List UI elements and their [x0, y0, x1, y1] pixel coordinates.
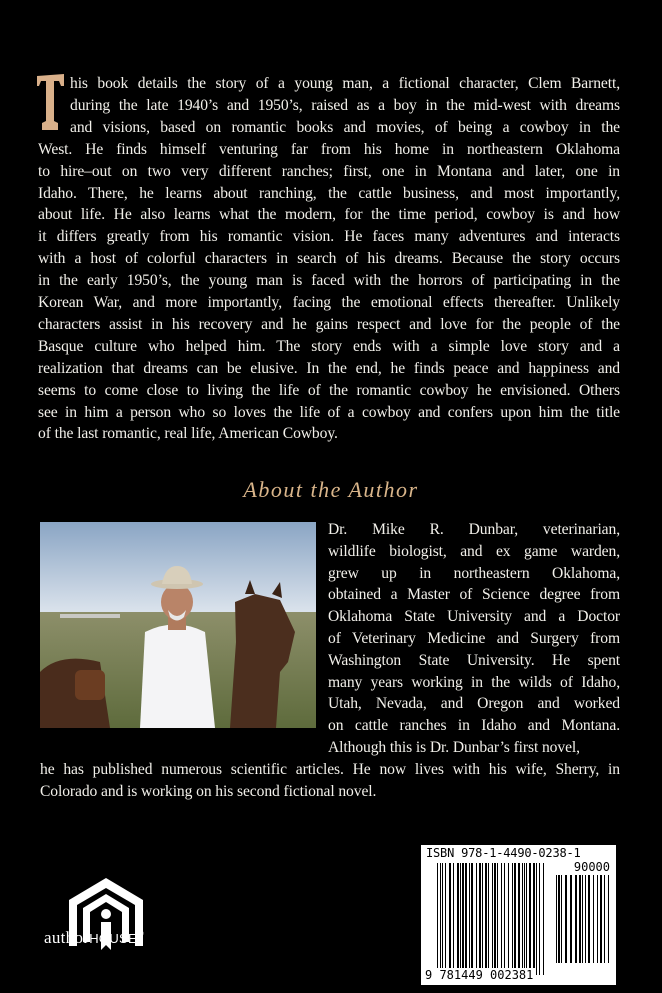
barcode-bar: [533, 863, 535, 975]
addon-bar: [604, 875, 605, 963]
barcode-bar: [494, 863, 496, 975]
bio-line: Colorado and is working on his second fictional novel.: [40, 782, 377, 800]
description-line: seems to come close to living the life of the romantic cowboy he envisioned. Others: [38, 381, 620, 399]
barcode-bar: [529, 863, 531, 975]
addon-bar: [608, 875, 609, 963]
price-code: 90000: [573, 860, 610, 874]
description-line: about life. He also learns what the modern, for the time period, cowboy is and how: [38, 206, 620, 224]
addon-bar: [561, 875, 562, 963]
barcode-bar: [492, 863, 493, 975]
barcode-bar: [465, 863, 467, 975]
barcode-bar: [453, 863, 454, 975]
barcode-bar: [437, 863, 438, 975]
publisher-name-part2: HOUSE: [89, 931, 137, 946]
description-line: it differs greatly from his romantic vision. He faces many adventures and interacts: [38, 228, 620, 246]
barcode-bar: [514, 863, 516, 975]
barcode-bar: [518, 863, 520, 975]
bio-line: Utah, Nevada, and Oregon and worked: [328, 695, 620, 713]
bio-line: he has published numerous scientific articles. He now lives with his wife, Sherry, in: [40, 760, 620, 778]
addon-bar: [600, 875, 602, 963]
barcode-bar: [445, 863, 446, 975]
registered-mark: ®: [136, 928, 145, 939]
publisher-name: [44, 928, 144, 948]
barcode-bar: [457, 863, 459, 975]
description-line: and visions, based on romantic books and movies, of being a cowboy in the: [70, 118, 620, 136]
barcode-bar: [504, 863, 505, 975]
addon-bar: [582, 875, 583, 963]
addon-bar: [597, 875, 598, 963]
barcode-bar: [526, 863, 527, 975]
barcode-bar: [460, 863, 461, 975]
barcode-bars: [421, 845, 616, 985]
barcode-bar: [512, 863, 513, 975]
addon-bar: [570, 875, 572, 963]
description-line: his book details the story of a young man, a fictional character, Clem Barnett,: [70, 75, 620, 92]
bio-line: obtained a Master of Science degree from: [328, 586, 620, 604]
description-line: West. He finds himself venturing far from his home in northeastern Oklahoma: [38, 140, 620, 158]
description-line: of the last romantic, real life, American Cowboy.: [38, 425, 338, 443]
isbn-label: ISBN 978-1-4490-0238-1: [426, 846, 581, 860]
barcode-bar: [482, 863, 483, 975]
barcode-bar: [539, 863, 540, 975]
description-line: with a host of colorful characters in search of his dreams. Because the story occurs: [38, 250, 620, 268]
description-line: Basque culture who helped him. The story ends with a simple love story and a: [38, 337, 620, 355]
barcode-bar: [479, 863, 481, 975]
description-line: Idaho. There, he learns about ranching, the cattle business, and most importantly,: [38, 184, 620, 202]
bio-line: wildlife biologist, and ex game warden,: [328, 542, 620, 560]
bio-line: Washington State University. He spent: [328, 651, 620, 669]
addon-bar: [565, 875, 567, 963]
barcode-bar: [497, 863, 498, 975]
bio-line: Oklahoma State University and a Doctor: [328, 608, 620, 626]
description-line: characters assist in his recovery and he gains respect and love for the people of the: [38, 315, 620, 333]
description-line: in the early 1950’s, the young man is faced with the horrors of participating in the: [38, 272, 620, 290]
addon-bar: [588, 875, 590, 963]
barcode-bar: [488, 863, 489, 975]
barcode-bar: [471, 863, 473, 975]
bio-line: many years working in the wilds of Idaho,: [328, 673, 620, 691]
barcode-bar: [476, 863, 477, 975]
description-line: to hire–out on two very different ranches; first, one in Montana and later, one in: [38, 162, 620, 180]
publisher-name-part1: author: [44, 928, 90, 947]
description-line: during the late 1940’s and 1950’s, raised as a boy in the mid-west with dreams: [70, 96, 620, 114]
ean-digits: 9 781449 002381: [425, 968, 534, 982]
bio-line: Although this is Dr. Dunbar’s first novel,: [328, 739, 580, 756]
barcode-bar: [524, 863, 525, 975]
barcode-bar: [536, 863, 537, 975]
barcode-bar: [440, 863, 441, 975]
bio-line: of Veterinary Medicine and Surgery from: [328, 630, 620, 647]
addon-bar: [575, 875, 577, 963]
barcode-bar: [501, 863, 502, 975]
barcode-bar: [485, 863, 487, 975]
isbn-barcode: [421, 845, 616, 985]
description-line: Korean War, and more importantly, facing the emotional effects thereafter. Unlikely: [38, 294, 620, 311]
bio-line: on cattle ranches in Idaho and Montana.: [328, 717, 620, 735]
barcode-bar: [543, 863, 544, 975]
barcode-bar: [508, 863, 509, 975]
description-line: see in him a person who so loves the life of a cowboy and confers upon him the title: [38, 403, 620, 421]
drop-cap-t: [37, 74, 64, 130]
about-author-heading: About the Author: [243, 477, 419, 502]
author-photo: [40, 522, 316, 728]
addon-bar: [593, 875, 594, 963]
barcode-bar: [462, 863, 464, 975]
addon-bar: [579, 875, 581, 963]
description-line: realization that dreams can be elusive. In the end, he finds peace and happiness and: [38, 359, 620, 377]
addon-bar: [585, 875, 586, 963]
barcode-bar: [442, 863, 443, 975]
barcode-bar: [522, 863, 523, 975]
barcode-bar: [469, 863, 470, 975]
addon-bar: [558, 875, 560, 963]
addon-bar: [556, 875, 557, 963]
barcode-bar: [449, 863, 451, 975]
bio-line: Dr. Mike R. Dunbar, veterinarian,: [328, 521, 620, 538]
bio-line: grew up in northeastern Oklahoma,: [328, 564, 620, 582]
